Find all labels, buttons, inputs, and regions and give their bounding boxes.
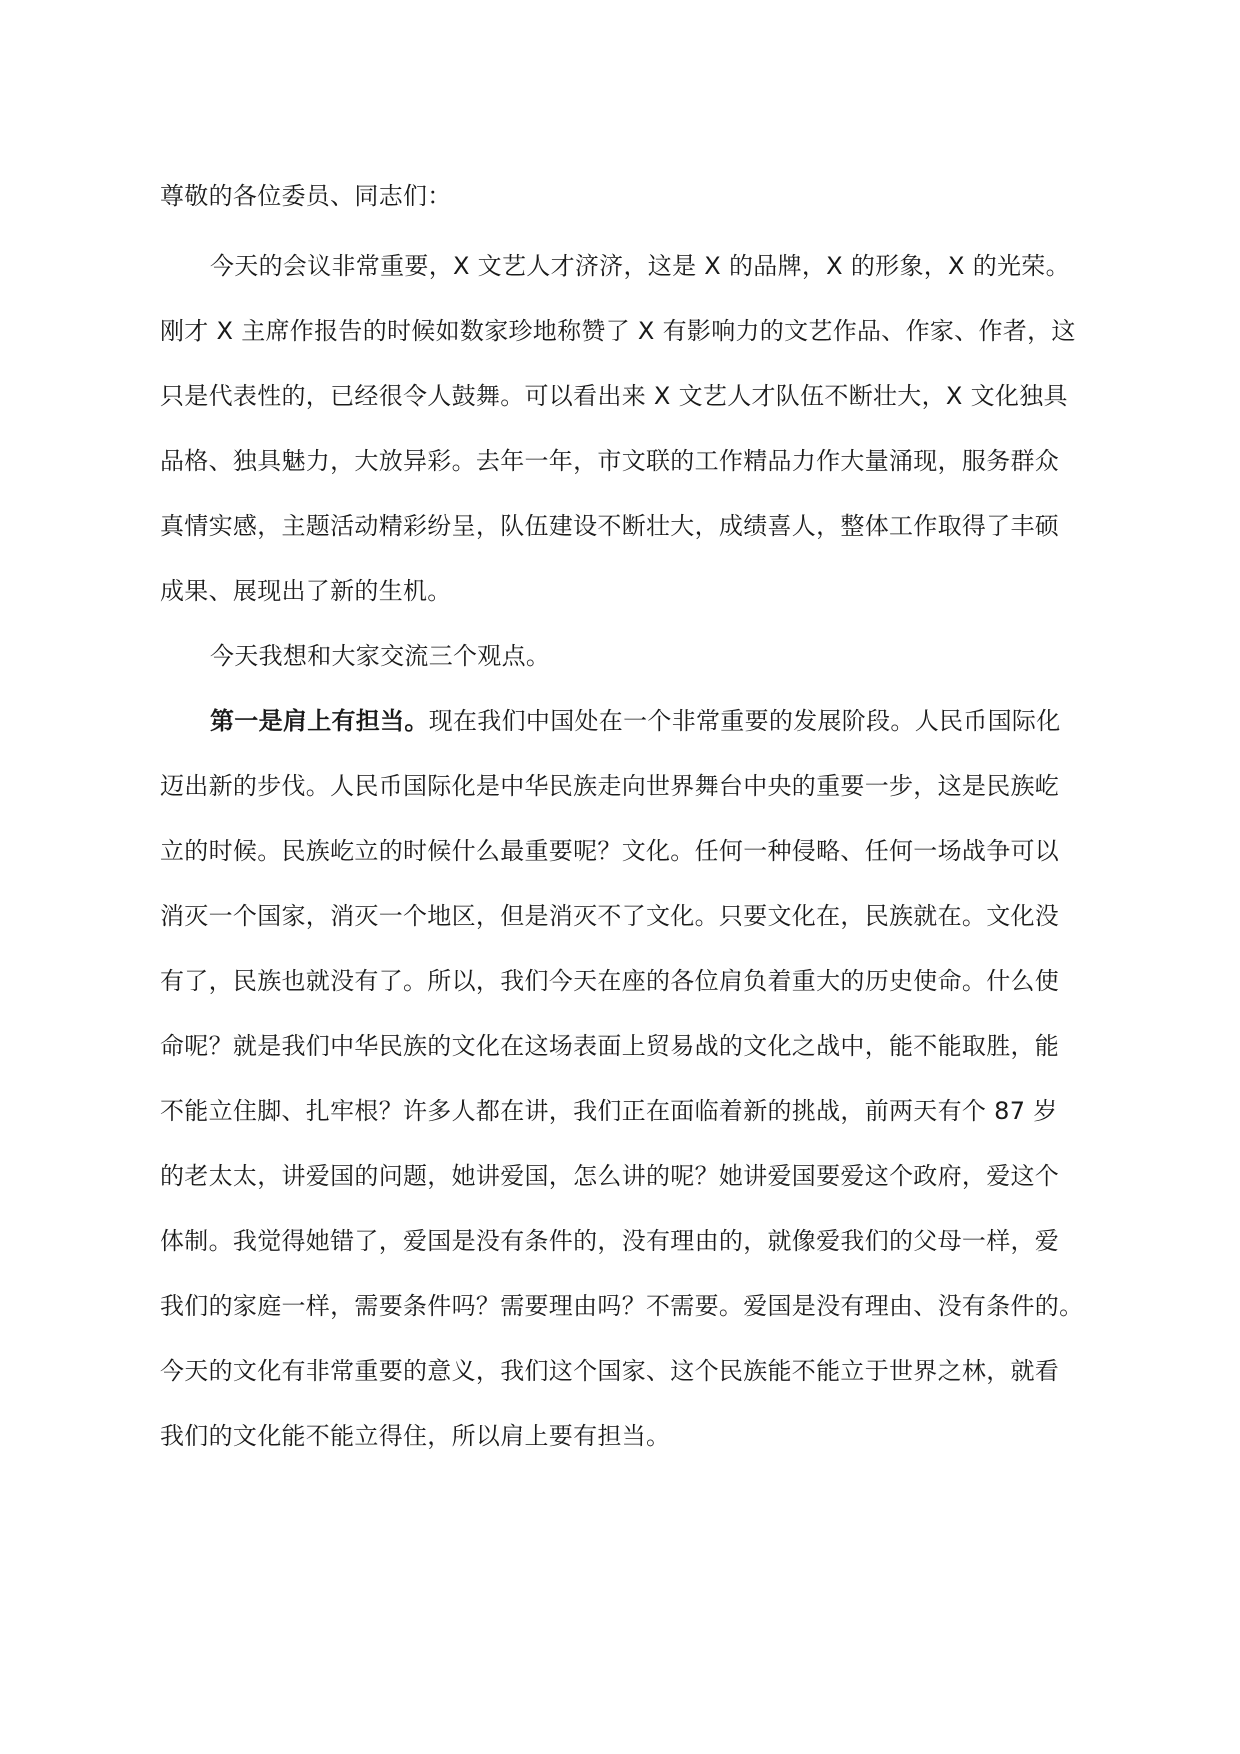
paragraph-3-heading: 第一是肩上有担当。 [210, 707, 429, 735]
paragraph-1-line-6: 成果、展现出了新的生机。 [160, 577, 452, 605]
paragraph-2: 今天我想和大家交流三个观点。 [210, 642, 551, 670]
paragraph-1-line-5: 真情实感，主题活动精彩纷呈，队伍建设不断壮大，成绩喜人，整体工作取得了丰硕 [160, 512, 1060, 540]
paragraph-3-line-2: 迈出新的步伐。人民币国际化是中华民族走向世界舞台中央的重要一步，这是民族屹 [160, 772, 1060, 800]
paragraph-3-line-1-text: 现在我们中国处在一个非常重要的发展阶段。人民币国际化 [428, 707, 1061, 735]
paragraph-1-line-4: 品格、独具魅力，大放异彩。去年一年，市文联的工作精品力作大量涌现，服务群众 [160, 447, 1060, 475]
paragraph-3-line-10: 我们的家庭一样，需要条件吗？需要理由吗？不需要。爱国是没有理由、没有条件的。 [160, 1292, 1084, 1320]
paragraph-3-line-11: 今天的文化有非常重要的意义，我们这个国家、这个民族能不能立于世界之林，就看 [160, 1357, 1060, 1385]
paragraph-3-line-5: 有了，民族也就没有了。所以，我们今天在座的各位肩负着重大的历史使命。什么使 [160, 967, 1060, 995]
paragraph-3-line-12: 我们的文化能不能立得住，所以肩上要有担当。 [160, 1422, 671, 1450]
salutation: 尊敬的各位委员、同志们： [160, 182, 452, 210]
paragraph-3-line-6: 命呢？就是我们中华民族的文化在这场表面上贸易战的文化之战中，能不能取胜，能 [160, 1032, 1060, 1060]
paragraph-3-line-9: 体制。我觉得她错了，爱国是没有条件的，没有理由的，就像爱我们的父母一样，爱 [160, 1227, 1060, 1255]
paragraph-1-line-2: 刚才 X 主席作报告的时候如数家珍地称赞了 X 有影响力的文艺作品、作家、作者，这 [160, 317, 1076, 345]
paragraph-3-line-4: 消灭一个国家，消灭一个地区，但是消灭不了文化。只要文化在，民族就在。文化没 [160, 902, 1060, 930]
paragraph-3-line-3: 立的时候。民族屹立的时候什么最重要呢？文化。任何一种侵略、任何一场战争可以 [160, 837, 1060, 865]
paragraph-3-line-7: 不能立住脚、扎牢根？许多人都在讲，我们正在面临着新的挑战，前两天有个 87 岁 [160, 1097, 1058, 1125]
paragraph-3-line-8: 的老太太，讲爱国的问题，她讲爱国，怎么讲的呢？她讲爱国要爱这个政府，爱这个 [160, 1162, 1060, 1190]
paragraph-1-line-1: 今天的会议非常重要，X 文艺人才济济，这是 X 的品牌，X 的形象，X 的光荣。 [210, 252, 1070, 280]
paragraph-1-line-3: 只是代表性的，已经很令人鼓舞。可以看出来 X 文艺人才队伍不断壮大，X 文化独具 [160, 382, 1068, 410]
paragraph-3-line-1 [210, 705, 1061, 737]
